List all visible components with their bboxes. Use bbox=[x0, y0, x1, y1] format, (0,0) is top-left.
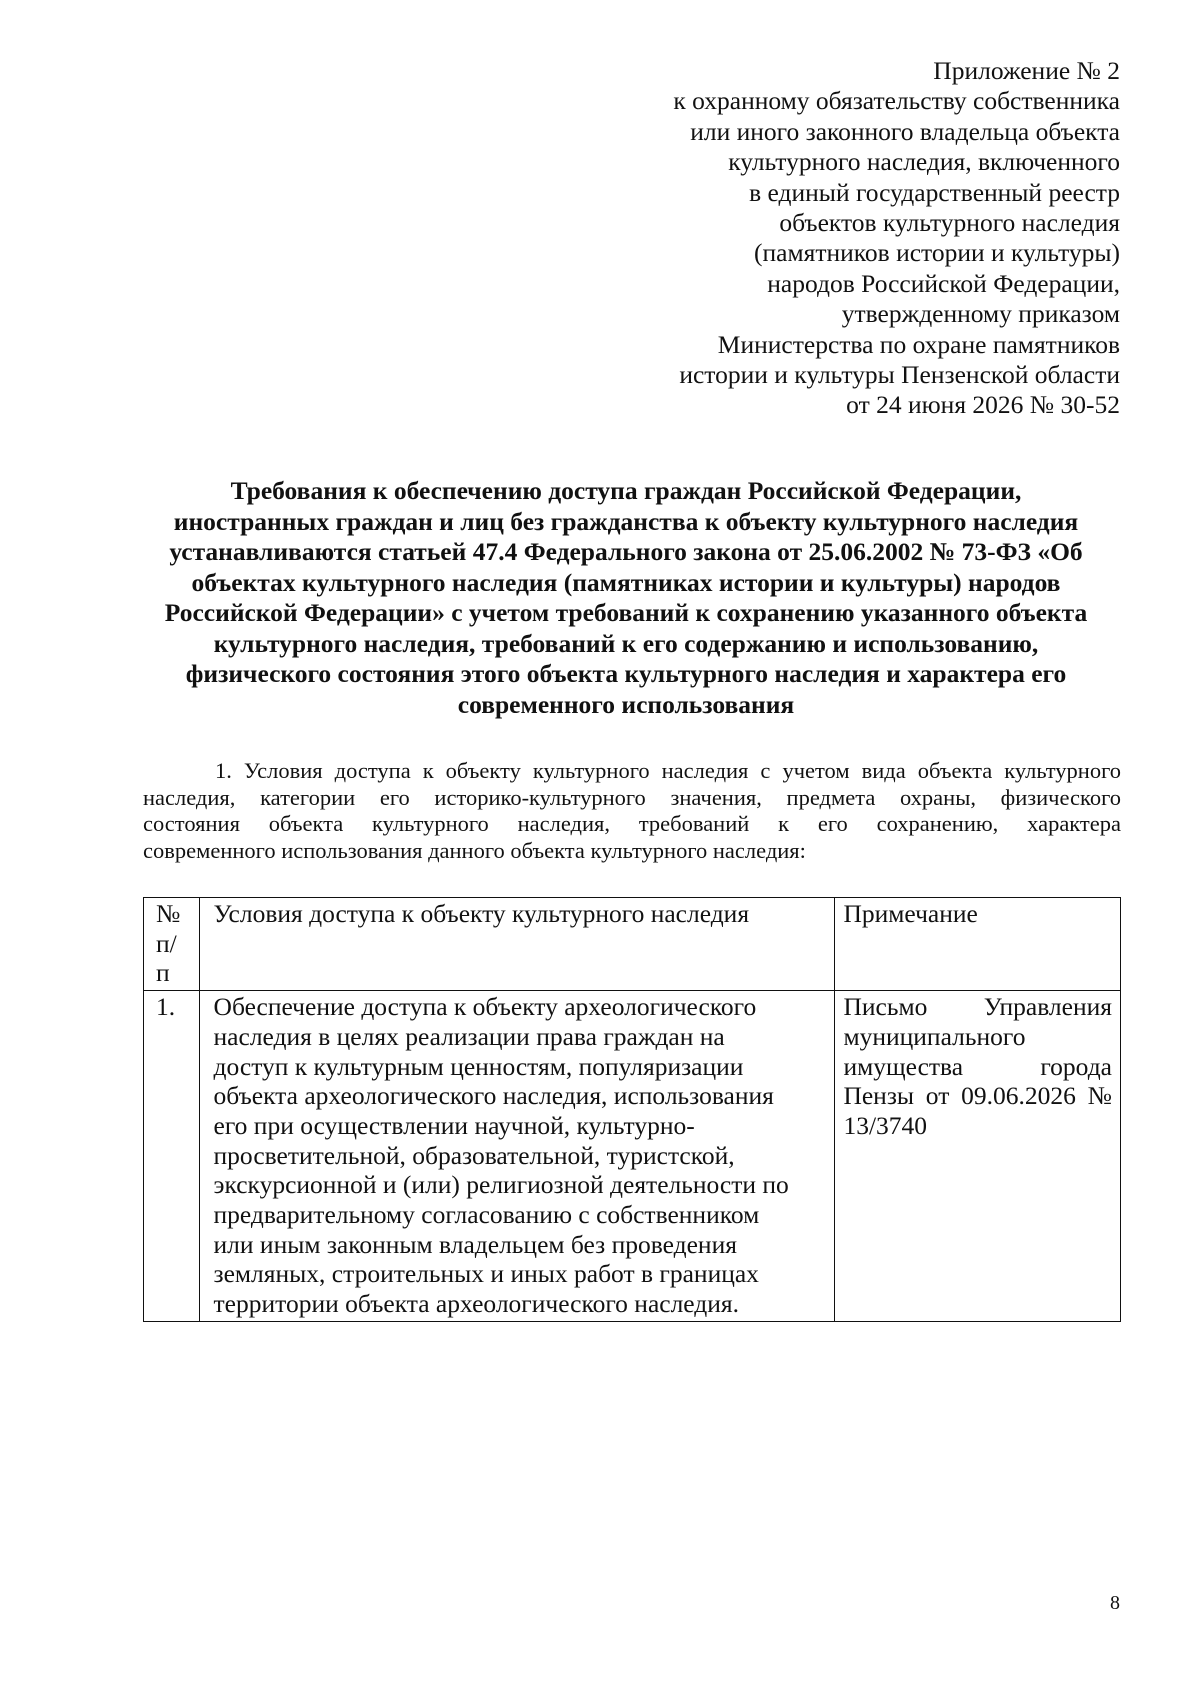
row-note-cell bbox=[835, 991, 1121, 1322]
condition-line: доступ к культурным ценностям, популяризации bbox=[213, 1051, 744, 1081]
title-line: физического состояния этого объекта культурного наследия и характера его bbox=[185, 659, 1067, 688]
appendix-line: культурного наследия, включенного bbox=[728, 147, 1120, 177]
note-line: Письмо Управления bbox=[843, 992, 1112, 1022]
title-line: объектах культурного наследия (памятниках истории и культуры) народов bbox=[191, 567, 1061, 597]
title-line: Требования к обеспечению доступа граждан Российской Федерации, bbox=[230, 476, 1022, 505]
condition-line: земляных, строительных и иных работ в границах bbox=[213, 1259, 759, 1289]
header-note-cell bbox=[835, 898, 1121, 991]
appendix-line: к охранному обязательству собственника bbox=[673, 86, 1120, 116]
table-row bbox=[144, 991, 1121, 1322]
appendix-line: народов Российской Федерации, bbox=[767, 268, 1120, 298]
note-line: муниципального bbox=[843, 1021, 1026, 1051]
condition-line: объекта археологического наследия, использования bbox=[213, 1081, 774, 1111]
appendix-line: от 24 июня 2026 № 30-52 bbox=[846, 390, 1120, 420]
appendix-line: Приложение № 2 bbox=[933, 56, 1120, 85]
header-condition-label: Условия доступа к объекту культурного наследия bbox=[213, 899, 750, 928]
document-title bbox=[130, 476, 1122, 720]
access-conditions-table bbox=[143, 897, 1121, 1322]
condition-line: территории объекта археологического наследия. bbox=[213, 1289, 740, 1319]
paragraph-line: состояния объекта культурного наследия, требований к его сохранению, характера bbox=[143, 811, 1121, 836]
appendix-line: Министерства по охране памятников bbox=[717, 329, 1120, 359]
note-line: имущества города bbox=[843, 1051, 1112, 1081]
condition-line: наследия в целях реализации права граждан на bbox=[213, 1021, 725, 1051]
row-number-cell bbox=[144, 991, 200, 1322]
row-number: 1. bbox=[156, 992, 176, 1022]
paragraph-line: 1. Условия доступа к объекту культурного наследия с учетом вида объекта культурного bbox=[215, 758, 1121, 783]
condition-line: экскурсионной и (или) религиозной деятельности по bbox=[213, 1170, 789, 1200]
note-line: Пензы от 09.06.2026 № bbox=[843, 1081, 1112, 1111]
header-condition-cell bbox=[199, 898, 835, 991]
title-line: иностранных граждан и лиц без гражданства к объекту культурного наследия bbox=[173, 506, 1079, 536]
appendix-line: или иного законного владельца объекта bbox=[690, 116, 1120, 146]
title-line: Российской Федерации» с учетом требований к сохранению указанного объекта bbox=[164, 598, 1088, 627]
condition-line: просветительной, образовательной, туристской, bbox=[213, 1140, 735, 1170]
appendix-line: в единый государственный реестр bbox=[749, 177, 1120, 207]
appendix-block bbox=[480, 56, 1120, 421]
appendix-line: объектов культурного наследия bbox=[779, 208, 1120, 238]
page-number: 8 bbox=[1110, 1592, 1120, 1614]
title-line: современного использования bbox=[457, 689, 795, 719]
appendix-line: (памятников истории и культуры) bbox=[754, 238, 1120, 268]
appendix-line: утвержденному приказом bbox=[841, 299, 1120, 329]
paragraph-line: наследия, категории его историко-культурного значения, предмета охраны, физического bbox=[143, 784, 1121, 810]
condition-line: его при осуществлении научной, культурно- bbox=[213, 1110, 695, 1140]
title-line: устанавливаются статьей 47.4 Федерального закона от 25.06.2002 № 73-ФЗ «Об bbox=[169, 537, 1083, 566]
row-condition-cell bbox=[199, 991, 835, 1322]
header-number-cell bbox=[144, 898, 200, 991]
intro-paragraph bbox=[143, 758, 1121, 864]
condition-line: Обеспечение доступа к объекту археологического bbox=[213, 992, 757, 1022]
condition-line: предварительному согласованию с собственником bbox=[213, 1200, 760, 1230]
header-note-label: Примечание bbox=[843, 899, 978, 928]
header-number-line: п bbox=[156, 958, 170, 988]
paragraph-line: современного использования данного объекта культурного наследия: bbox=[143, 837, 806, 863]
header-number-line: п/ bbox=[156, 928, 177, 958]
header-number-line: № bbox=[156, 899, 181, 928]
appendix-line: истории и культуры Пензенской области bbox=[679, 360, 1120, 390]
table-header-row bbox=[144, 898, 1121, 991]
title-line: культурного наследия, требований к его содержанию и использованию, bbox=[213, 628, 1039, 658]
condition-line: или иным законным владельцем без проведения bbox=[213, 1229, 737, 1259]
note-line: 13/3740 bbox=[843, 1110, 928, 1140]
